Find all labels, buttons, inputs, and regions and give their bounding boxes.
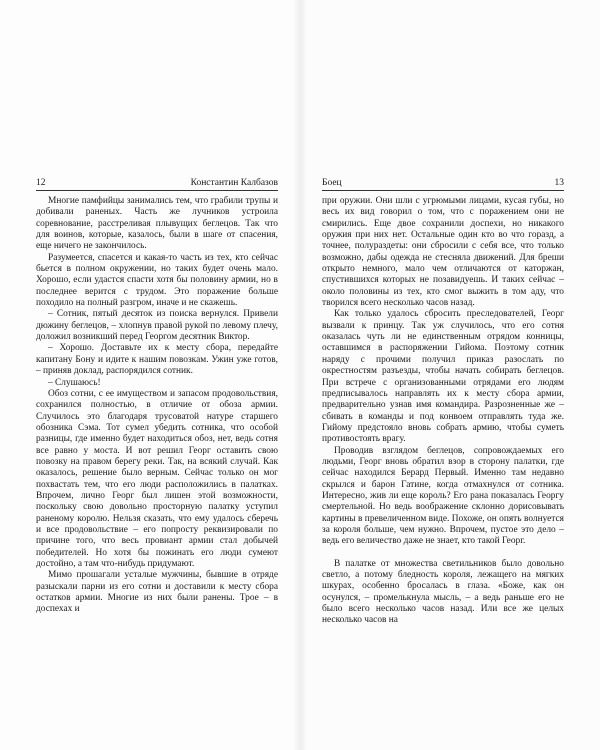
right-page — [300, 0, 600, 750]
paragraph: – Сотник, пятый десяток из поиска вернулся. Привели дюжину беглецов, – хлопнув правой рукой по левому плечу, доложил возникший перед Георгом десятник Виктор. — [36, 309, 278, 343]
paragraph: при оружии. Они шли с угрюмыми лицами, кусая губы, но весь их вид говорил о том, что с поражением они не смирились. Еще двое сохранили доспехи, но никакого оружия при них нет. Остальные один кто во что горазд, а точнее, полураздеты: они сбросили с себя все, что только возможно, дабы одежда не стесняла движений. Для бреши открыто немного, мало чем отличаются от каторжан, спустившихся которых не позавидуешь. И таких сейчас – около половины из тех, кто смог выжить в том аду, что творился всего несколько часов назад. — [322, 196, 564, 309]
paragraph: В палатке от множества светильников было довольно светло, а потому бледность короля, лежащего на мягких шкурах, особенно бросалась в глаза. «Боже, как он осунулся, – промелькнула мысль, – а ведь раньше его не было всего несколько часов назад. Или все же целых несколько часов на — [322, 558, 564, 626]
paragraph: Мимо прошагали усталые мужчины, бывшие в отряде разыскали парни из его сотни и доставили к месту сбора остатков армии. Многие из них были ранены. Трое – в доспехах и — [36, 570, 278, 615]
left-running-title: Константин Калбазов — [190, 178, 278, 188]
paragraph: – Хорошо. Доставьте их к месту сбора, передайте капитану Бону и идите к нашим повозкам. Ужин уже готов, – приняв доклад, распорядился сотник. — [36, 343, 278, 377]
paragraph: Многие памфийцы занимались тем, что грабили трупы и добивали раненых. Часть же лучников устроила соревнование, расстреливая плывущих беглецов. Так что для воинов, которые, казалось, были в шаге от спасения, еще ничего не закончилось. — [36, 196, 278, 252]
paragraph: Как только удалось сбросить преследователей, Георг вызвали к принцу. Так уж случилось, что его сотня оказалась чуть ли не единственным отрядом конницы, оставшимся в распоряжении Гийома. Поэтому сотник наряду с прочими получил приказ разослать по окрестностям разъезды, чтобы начать собирать беглецов. При встрече с организованными отрядами его людям предписывалось направлять их к месту сбора армии, предварительно узнав имя командира. Разрозненные же – сбивать в команды и под конвоем отправлять туда же. Гийому предстояло вновь собрать армию, чтобы суметь противостоять врагу. — [322, 309, 564, 445]
paragraph: – Слушаюсь! — [48, 377, 101, 388]
left-page-header — [36, 177, 278, 191]
right-running-title: Боец — [322, 178, 342, 188]
right-page-body — [322, 196, 564, 627]
paragraph: Разумеется, спасется и какая-то часть из тех, кто сейчас бьется в полном окружении, но таких будет очень мало. Хорошо, если удастся спасти хотя бы половину армии, но в последнее верится с трудом. Это поражение больше походило на полный разгром, иначе и не скажешь. — [36, 252, 278, 309]
left-page-number: 12 — [36, 178, 46, 188]
paragraph: Проводив взглядом беглецов, сопровождаемых его людьми, Георг вновь обратил взор в сторону палатки, где сейчас находился Берард Первый. Именно там недавно скрылся и барон Гатине, когда отмахнулся от сотника. Интересно, жив ли еще король? Его рана показалась Георгу смертельной. Но ведь воображение склонно дорисовывать картины в превеличенном виде. Похоже, он опять волнуется за короля больше, чем нужно. Впрочем, пустое это дело – ведь его величество даже не знает, кто такой Георг. — [322, 445, 564, 547]
paragraph: Обоз сотни, с ее имуществом и запасом продовольствия, сохранился полностью, в отличие от обоза армии. Случилось это благодаря трусоватой натуре старшего обозника Сэма. Тот сумел убедить сотника, что особой разницы, где именно будет находиться обоз, нет, ведь сотня все равно у моста. И вот решил Георг оставить свою повозку на правом берегу реки. Так, на всякий случай. Как оказалось, решение было верным. Сейчас только он мог похвастать тем, что его люди расположились в палатках. Впрочем, лично Георг был лишен этой возможности, поскольку свою довольно просторную палатку уступил раненому королю. Нельзя сказать, что ему удалось сберечь и все продовольствие – его попросту реквизировали по причине того, что весь провиант армии стал добычей победителей. Но хотя бы пожинать его люди сумеют достойно, а там что-нибудь придумают. — [36, 388, 278, 569]
right-page-header — [322, 177, 564, 191]
book-gutter-shadow — [293, 0, 307, 750]
left-page-body — [36, 196, 278, 616]
right-page-number: 13 — [554, 178, 564, 188]
